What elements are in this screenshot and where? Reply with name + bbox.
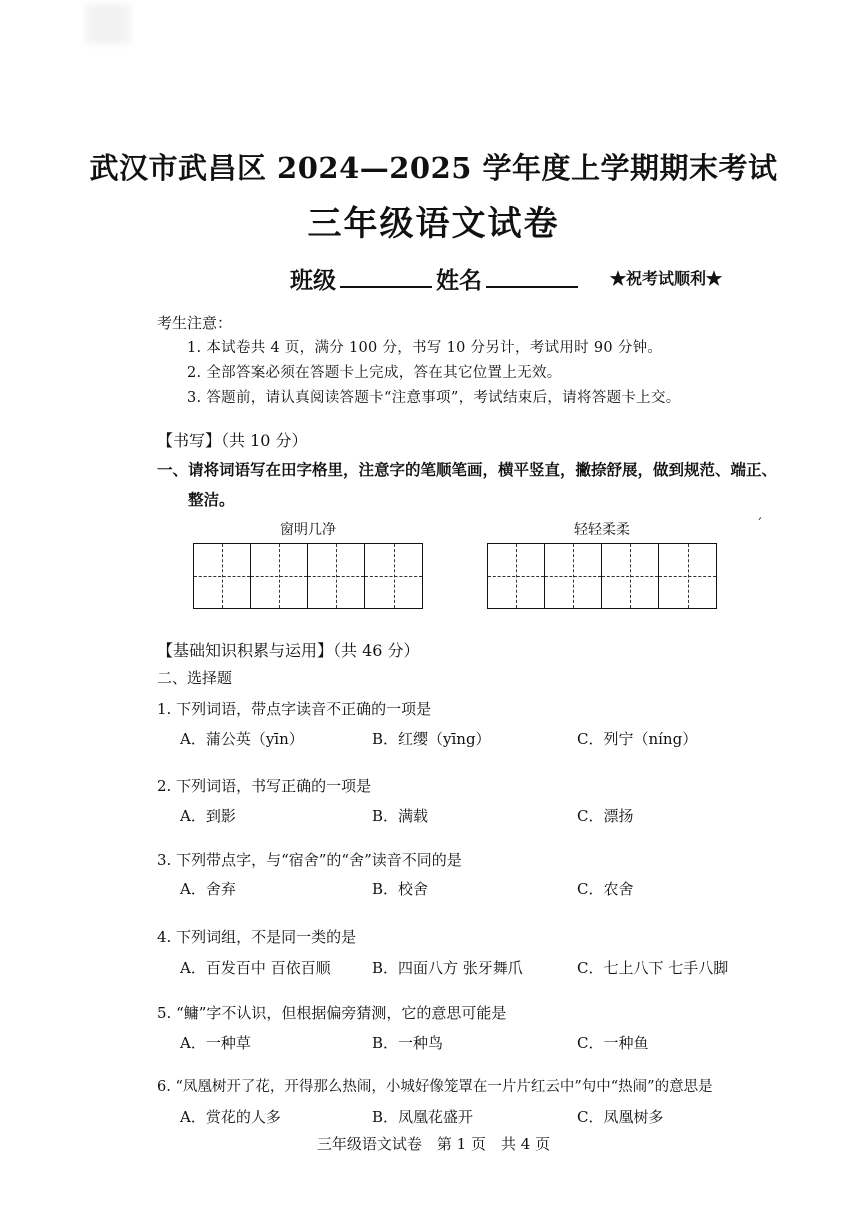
tianzige-cell[interactable]: [251, 544, 308, 608]
option-b[interactable]: B．一种鸟: [372, 1034, 444, 1052]
writing-instruction: 一、请将词语写在田字格里，注意字的笔顺笔画，横平竖直，撇捺舒展，做到规范、端正、: [157, 460, 778, 479]
part-title: 二、选择题: [157, 669, 233, 687]
tianzige-grid-left[interactable]: [193, 543, 423, 609]
option-a[interactable]: A．一种草: [180, 1034, 251, 1052]
note-item: 2. 全部答案必须在答题卡上完成，答在其它位置上无效。: [187, 365, 562, 381]
question-stem: 2. 下列词语，书写正确的一项是: [157, 777, 372, 795]
option-b[interactable]: B．红缨（yīng）: [372, 730, 491, 748]
option-a[interactable]: A．到影: [180, 807, 236, 825]
question-stem: 3. 下列带点字，与“宿舍”的“舍”读音不同的是: [157, 851, 462, 869]
option-c[interactable]: C．七上八下 七手八脚: [577, 959, 729, 977]
option-a[interactable]: A．赏花的人多: [180, 1108, 281, 1126]
exam-subtitle: 三年级语文试卷: [307, 204, 560, 244]
scan-smudge: [86, 4, 130, 44]
stray-mark: ˊ: [756, 517, 763, 532]
tianzige-cell[interactable]: [194, 544, 251, 608]
tianzige-cell[interactable]: [488, 544, 545, 608]
notes-title: 考生注意：: [157, 314, 233, 332]
option-c[interactable]: C．漂扬: [577, 807, 634, 825]
tianzige-cell[interactable]: [659, 544, 716, 608]
option-a[interactable]: A．百发百中 百依百顺: [180, 959, 331, 977]
name-label: 姓名: [436, 267, 482, 294]
tianzige-cell[interactable]: [545, 544, 602, 608]
class-label: 班级: [290, 267, 336, 294]
tianzige-cell[interactable]: [602, 544, 659, 608]
student-info-row: [290, 262, 582, 295]
word-label: 轻轻柔柔: [574, 522, 630, 538]
option-c[interactable]: C．凤凰树多: [577, 1108, 664, 1126]
question-stem: 6. “凤凰树开了花，开得那么热闹，小城好像笼罩在一片片红云中”句中“热闹”的意思是: [157, 1079, 713, 1095]
basics-heading: 【基础知识积累与运用】（共 46 分）: [157, 641, 420, 660]
option-a[interactable]: A．蒲公英（yīn）: [180, 730, 304, 748]
word-label: 窗明几净: [280, 522, 336, 538]
question-stem: 5. “鳙”字不认识，但根据偏旁猜测，它的意思可能是: [157, 1004, 507, 1022]
option-c[interactable]: C．农舍: [577, 880, 634, 898]
option-b[interactable]: B．校舍: [372, 880, 429, 898]
class-blank[interactable]: [340, 264, 432, 288]
page-footer: 三年级语文试卷 第 1 页 共 4 页: [316, 1135, 551, 1153]
option-a[interactable]: A．舍弃: [180, 880, 236, 898]
writing-heading: 【书写】（共 10 分）: [157, 431, 308, 450]
note-item: 1. 本试卷共 4 页，满分 100 分，书写 10 分另计，考试用时 90 分钟。: [187, 340, 663, 356]
writing-instruction-cont: 整洁。: [188, 490, 235, 509]
option-b[interactable]: B．凤凰花盛开: [372, 1108, 474, 1126]
tianzige-cell[interactable]: [365, 544, 422, 608]
note-item: 3. 答题前，请认真阅读答题卡“注意事项”，考试结束后，请将答题卡上交。: [187, 390, 681, 406]
question-stem: 4. 下列词组，不是同一类的是: [157, 928, 357, 946]
option-b[interactable]: B．四面八方 张牙舞爪: [372, 959, 523, 977]
tianzige-grid-right[interactable]: [487, 543, 717, 609]
option-b[interactable]: B．满载: [372, 807, 429, 825]
question-stem: 1. 下列词语，带点字读音不正确的一项是: [157, 700, 432, 718]
exam-title: 武汉市武昌区 2024—2025 学年度上学期期末考试: [89, 151, 778, 185]
option-c[interactable]: C．列宁（níng）: [577, 730, 698, 748]
option-c[interactable]: C．一种鱼: [577, 1034, 649, 1052]
name-blank[interactable]: [486, 264, 578, 288]
good-luck-text: ★祝考试顺利★: [610, 269, 723, 288]
tianzige-cell[interactable]: [308, 544, 365, 608]
